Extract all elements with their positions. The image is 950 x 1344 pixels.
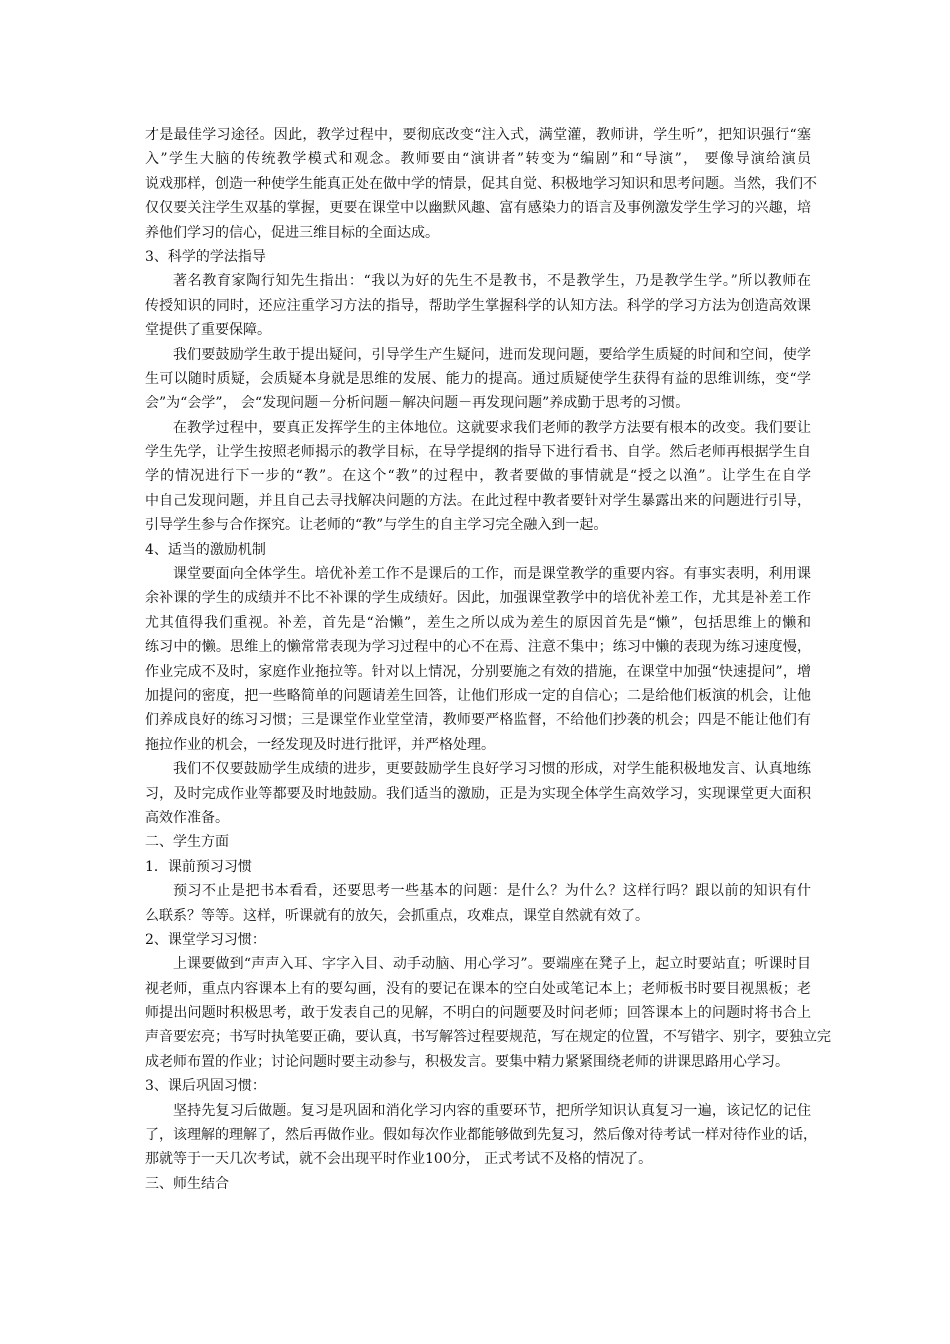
section-heading: [145, 855, 811, 879]
paragraph-line: 会”为“会学”， 会“发现问题－分析问题－解决问题－再发现问题”养成勤于思考的习惯。: [145, 395, 690, 412]
paragraph-line: 加提问的密度，把一些略简单的问题请差生回答，让他们形成一定的自信心；二是给他们板演的机会，让他: [145, 687, 811, 704]
paragraph-line: 预习不止是把书本看看，还要思考一些基本的问题：是什么？为什么？这样行吗？跟以前的知识有什: [173, 883, 811, 900]
paragraph: [145, 562, 811, 757]
document-page: [145, 123, 831, 1196]
paragraph-line: 坚持先复习后做题。复习是巩固和消化学习内容的重要环节，把所学知识认真复习一遍，该记忆的记住: [173, 1102, 811, 1119]
paragraph-line: 声音要宏亮；书写时执笔要正确，要认真，书写解答过程要规范，写在规定的位置，不写错字、别字，要独立完: [145, 1029, 831, 1046]
paragraph-line: 拖拉作业的机会，一经发现及时进行批评，并严格处理。: [145, 736, 495, 753]
paragraph-line: 养他们学习的信心，促进三维目标的全面达成。: [145, 224, 439, 241]
section-heading: [145, 245, 811, 269]
paragraph-line: 学生先学，让学生按照老师揭示的教学目标，在导学提纲的指导下进行看书、自学。然后老师再根据学生自: [145, 444, 811, 461]
section-heading: [145, 1074, 811, 1098]
paragraph-line: 我们要鼓励学生敢于提出疑问，引导学生产生疑问，进而发现问题，要给学生质疑的时间和空间，使学: [173, 346, 811, 363]
paragraph-line: 堂提供了重要保障。: [145, 322, 271, 339]
paragraph: [145, 343, 811, 416]
paragraph-line: 高效作准备。: [145, 809, 229, 826]
paragraph: [145, 123, 817, 245]
paragraph-line: 生可以随时质疑，会质疑本身就是思维的发展、能力的提高。通过质疑使学生获得有益的思维训练，变“学: [145, 370, 811, 387]
heading-text: 1．课前预习习惯: [145, 858, 252, 875]
heading-text: 4、适当的激励机制: [145, 541, 266, 558]
paragraph-line: 仅仅要关注学生双基的掌握，更要在课堂中以幽默风趣、富有感染力的语言及事例激发学生学习的兴趣，培: [145, 200, 811, 217]
paragraph-line: 才是最佳学习途径。因此，教学过程中，要彻底改变“注入式，满堂灌，教师讲，学生听”，把知识强行“塞: [145, 127, 811, 143]
paragraph-line: 在教学过程中，要真正发挥学生的主体地位。这就要求我们老师的教学方法要有根本的改变。我们要让: [173, 419, 811, 436]
paragraph-line: 入”学生大脑的传统教学模式和观念。教师要由“演讲者”转变为“编剧”和“导演”， 要像导演给演员: [145, 151, 811, 168]
paragraph-line: 引导学生参与合作探究。让老师的“教”与学生的自主学习完全融入到一起。: [145, 517, 608, 534]
paragraph-line: 说戏那样，创造一种使学生能真正处在做中学的情景，促其自觉、积极地学习知识和思考问题。当然，我们不: [145, 175, 817, 192]
paragraph-line: 尤其值得我们重视。补差，首先是“治懒”，差生之所以成为差生的原因首先是“懒”，包括思维上的懒和: [145, 614, 811, 631]
paragraph: [145, 952, 831, 1074]
paragraph: [145, 879, 811, 928]
paragraph-line: 学的情况进行下一步的“教”。在这个“教”的过程中，教者要做的事情就是“授之以渔”。让学生在自学: [145, 468, 811, 485]
paragraph-line: 么联系？等等。这样，听课就有的放矢，会抓重点，攻难点，课堂自然就有效了。: [145, 907, 649, 924]
section-heading: [145, 1172, 811, 1196]
paragraph-line: 们养成良好的练习习惯；三是课堂作业堂堂清，教师要严格监督，不给他们抄袭的机会；四是不能让他们有: [145, 712, 811, 729]
paragraph-line: 成老师布置的作业；讨论问题时要主动参与，积极发言。要集中精力紧紧围绕老师的讲课思路用心学习。: [145, 1053, 789, 1070]
paragraph-line: 练习中的懒。思维上的懒常常表现为学习过程中的心不在焉、注意不集中；练习中懒的表现为练习速度慢，: [145, 639, 811, 656]
paragraph-line: 中自己发现问题，并且自己去寻找解决问题的方法。在此过程中教者要针对学生暴露出来的问题进行引导，: [145, 492, 811, 509]
section-heading: [145, 928, 811, 952]
heading-text: 3、课后巩固习惯：: [145, 1078, 266, 1095]
heading-text: 3、科学的学法指导: [145, 248, 266, 265]
paragraph-line: 师提出问题时积极思考，敢于发表自己的见解，不明白的问题要及时问老师；回答课本上的问题时将书合上: [145, 1005, 811, 1022]
heading-text: 2、课堂学习习惯：: [145, 931, 266, 948]
paragraph-line: 视老师，重点内容课本上有的要勾画，没有的要记在课本的空白处或笔记本上；老师板书时要目视黑板；老: [145, 980, 811, 997]
heading-text: 三、师生结合: [145, 1175, 229, 1192]
paragraph-line: 上课要做到“声声入耳、字字入目、动手动脑、用心学习”。要端座在凳子上，起立时要站直；听课时目: [173, 956, 811, 973]
section-heading: [145, 830, 811, 854]
paragraph-line: 习，及时完成作业等都要及时地鼓励。我们适当的激励，正是为实现全体学生高效学习，实现课堂更大面积: [145, 785, 811, 802]
paragraph-line: 了，该理解的理解了，然后再做作业。假如每次作业都能够做到先复习，然后像对待考试一样对待作业的话，: [145, 1127, 817, 1144]
paragraph: [145, 269, 811, 342]
paragraph-line: 我们不仅要鼓励学生成绩的进步，更要鼓励学生良好学习习惯的形成，对学生能积极地发言、认真地练: [173, 761, 811, 778]
paragraph-line: 著名教育家陶行知先生指出：“我以为好的先生不是教书，不是教学生，乃是教学生学。”所以教师在: [173, 273, 811, 290]
paragraph: [145, 1099, 817, 1172]
paragraph: [145, 416, 811, 538]
section-heading: [145, 538, 811, 562]
paragraph-line: 余补课的学生的成绩并不比不补课的学生成绩好。因此，加强课堂教学中的培优补差工作，尤其是补差工作: [145, 590, 811, 607]
paragraph-line: 作业完成不及时，家庭作业拖拉等。针对以上情况，分别要施之有效的措施，在课堂中加强“快速提问”，增: [145, 663, 811, 680]
heading-text: 二、学生方面: [145, 834, 229, 851]
paragraph-line: 那就等于一天几次考试，就不会出现平时作业100分， 正式考试不及格的情况了。: [145, 1151, 653, 1168]
paragraph-line: 传授知识的同时，还应注重学习方法的指导，帮助学生掌握科学的认知方法。科学的学习方法为创造高效课: [145, 297, 811, 314]
paragraph: [145, 757, 811, 830]
paragraph-line: 课堂要面向全体学生。培优补差工作不是课后的工作，而是课堂教学的重要内容。有事实表明，利用课: [173, 566, 811, 583]
